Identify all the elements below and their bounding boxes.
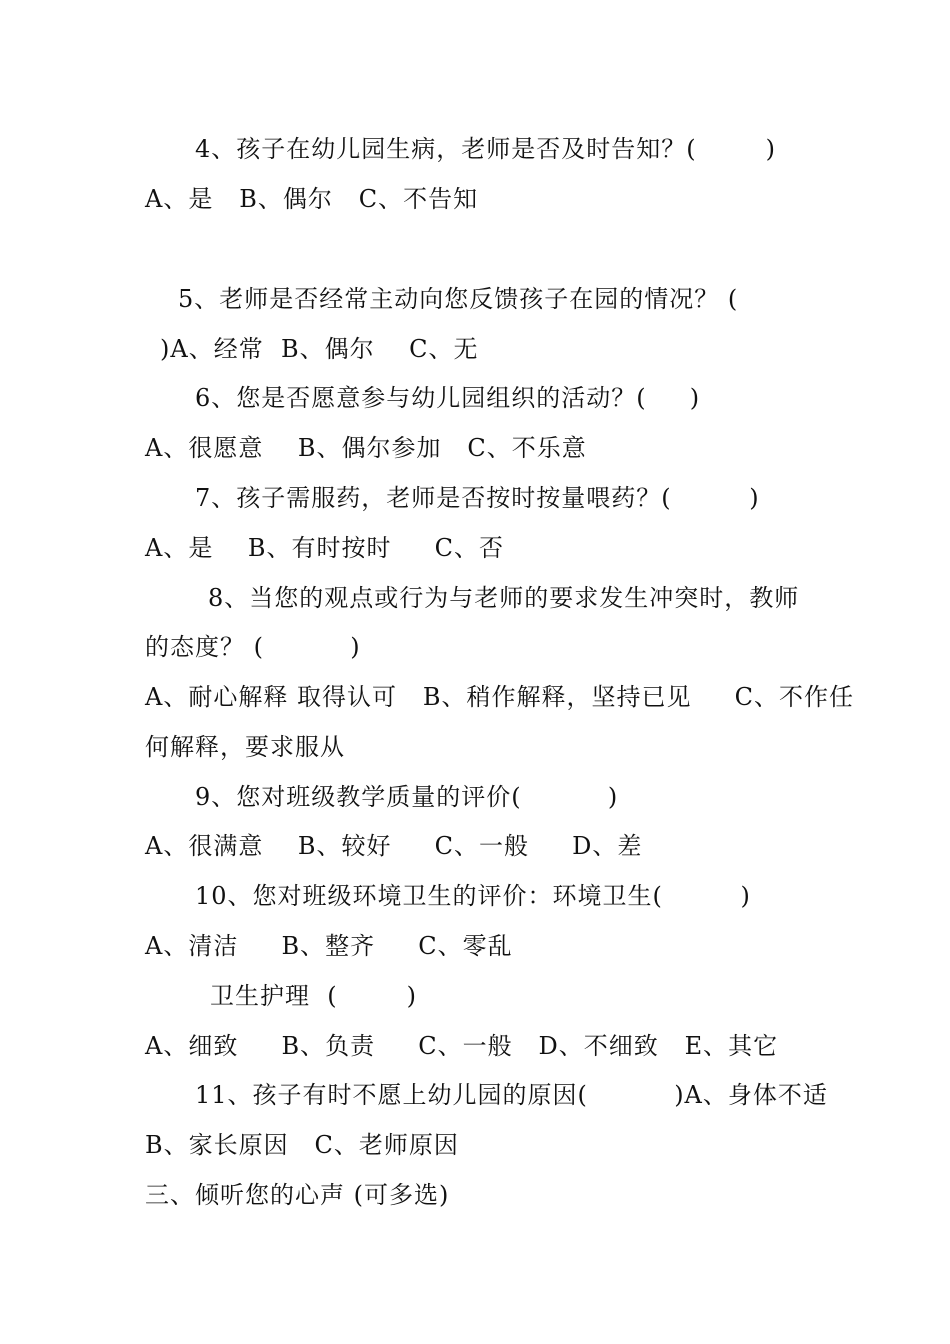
question-10: 10、您对班级环境卫生的评价：环境卫生( ) <box>195 882 751 910</box>
question-8-options: A、耐心解释 取得认可 B、稍作解释，坚持已见 C、不作任 <box>145 683 854 711</box>
section-3-heading: 三、倾听您的心声 (可多选) <box>145 1181 450 1209</box>
question-7: 7、孩子需服药，老师是否按时按量喂药？( ) <box>195 484 760 512</box>
question-4: 4、孩子在幼儿园生病，老师是否及时告知？( ) <box>195 135 777 163</box>
question-6-options: A、很愿意 B、偶尔参加 C、不乐意 <box>145 434 587 462</box>
question-8: 8、当您的观点或行为与老师的要求发生冲突时，教师 <box>208 584 800 612</box>
question-7-options: A、是 B、有时按时 C、否 <box>145 534 504 562</box>
question-9: 9、您对班级教学质量的评价( ) <box>195 783 619 811</box>
question-10-sub-options: A、细致 B、负责 C、一般 D、不细致 E、其它 <box>145 1032 779 1060</box>
question-4-options: A、是 B、偶尔 C、不告知 <box>145 185 479 213</box>
question-8-continuation: 的态度？ ( ) <box>145 633 361 661</box>
question-11-options: B、家长原因 C、老师原因 <box>145 1131 459 1159</box>
question-8-options-continuation: 何解释，要求服从 <box>145 733 345 761</box>
question-9-options: A、很满意 B、较好 C、一般 D、差 <box>145 832 643 860</box>
question-5: 5、老师是否经常主动向您反馈孩子在园的情况？ ( <box>178 285 739 313</box>
question-6: 6、您是否愿意参与幼儿园组织的活动？( ) <box>195 384 701 412</box>
question-5-options: )A、经常 B、偶尔 C、无 <box>160 335 479 363</box>
question-10-subtitle: 卫生护理 ( ) <box>210 982 418 1010</box>
question-10-options: A、清洁 B、整齐 C、零乱 <box>145 932 513 960</box>
question-11: 11、孩子有时不愿上幼儿园的原因( )A、身体不适 <box>195 1081 828 1109</box>
